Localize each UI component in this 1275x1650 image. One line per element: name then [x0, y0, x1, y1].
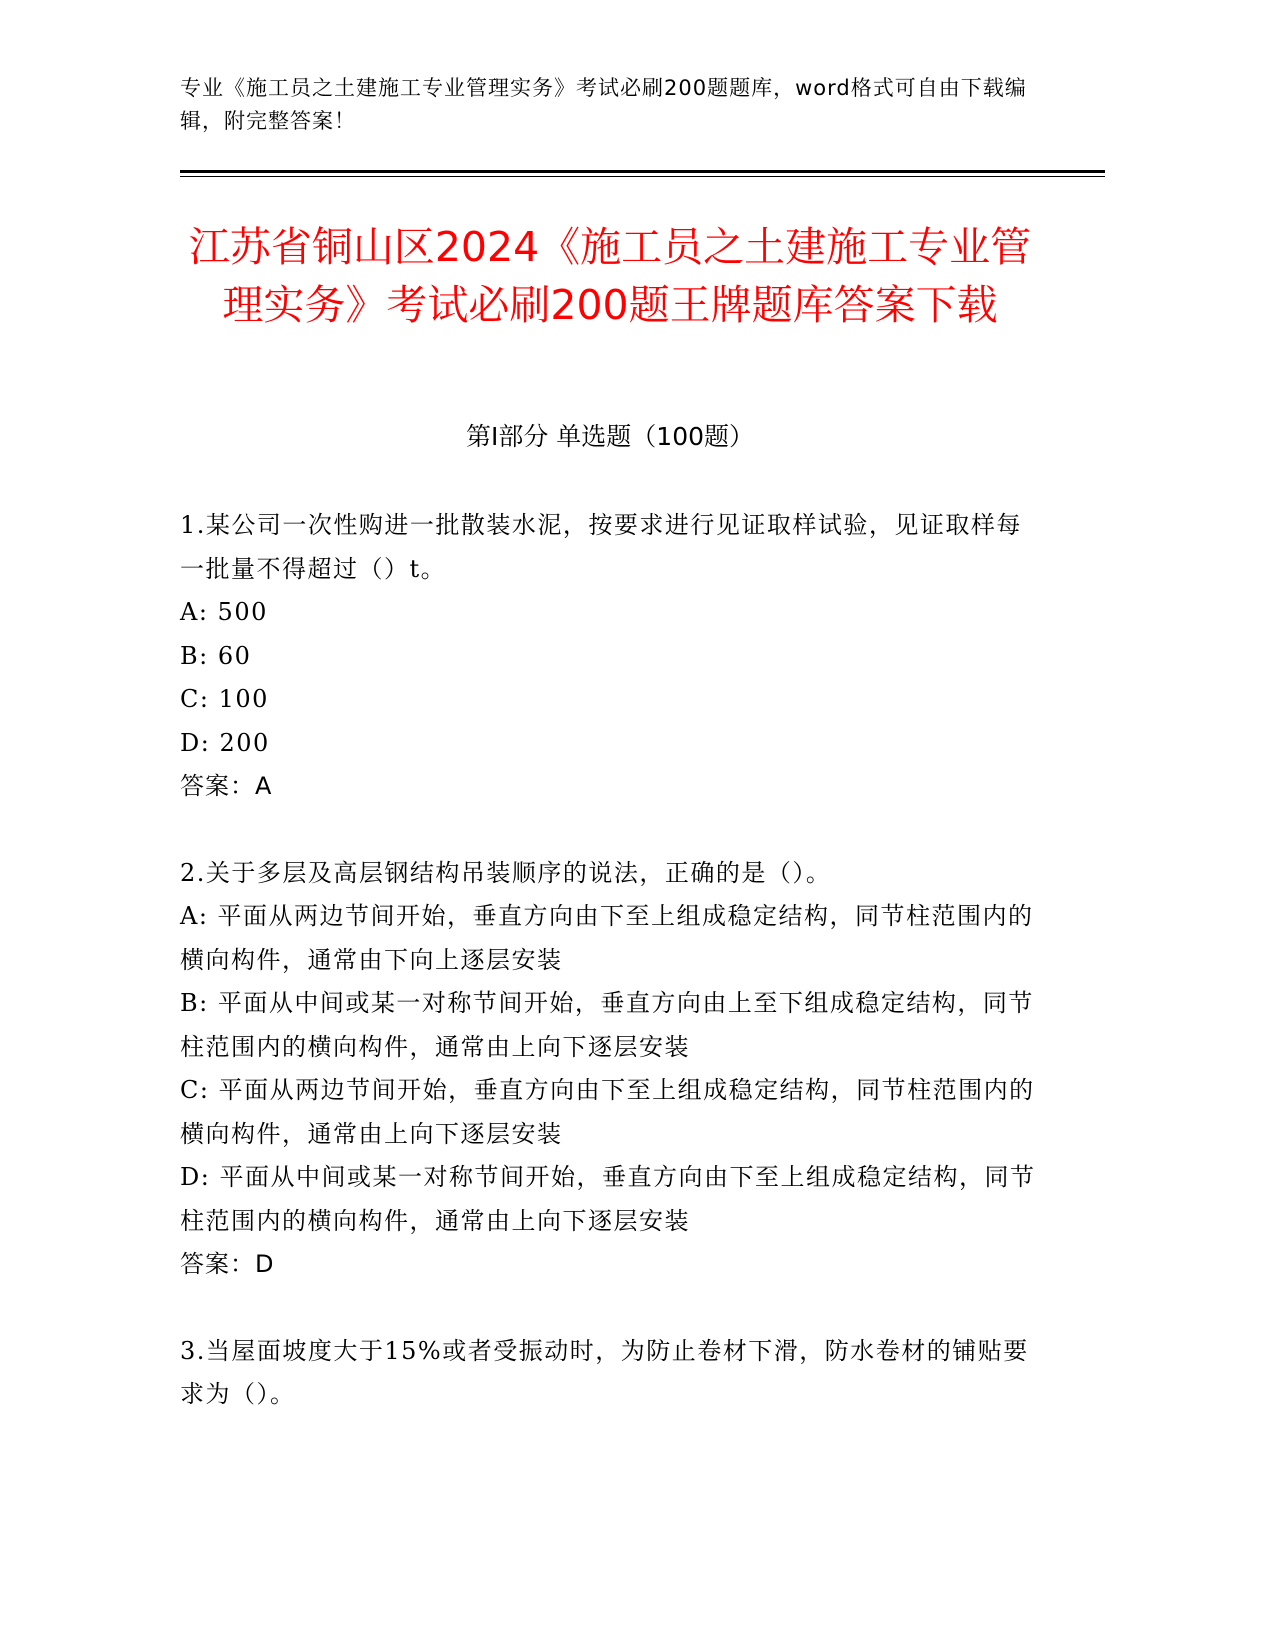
question-3 [180, 1330, 1040, 1417]
question-stem: 2.关于多层及高层钢结构吊装顺序的说法，正确的是（）。 [180, 858, 832, 887]
option-d: D: 平面从中间或某一对称节间开始，垂直方向由下至上组成稳定结构，同节柱范围内的横向构件，通常由上向下逐层安装 [180, 1163, 1036, 1235]
section-heading: 第I部分 单选题（100题） [465, 422, 755, 451]
header-divider-thin [180, 176, 1105, 177]
header-note: 专业《施工员之土建施工专业管理实务》考试必刷200题题库，word格式可自由下载编辑，附完整答案！ [180, 76, 1027, 133]
question-stem: 3.当屋面坡度大于15%或者受振动时，为防止卷材下滑，防水卷材的铺贴要求为（）。 [180, 1336, 1029, 1408]
question-1 [180, 504, 1040, 809]
question-2 [180, 852, 1040, 1287]
option-a: A: 平面从两边节间开始，垂直方向由下至上组成稳定结构，同节柱范围内的横向构件，通常由下向上逐层安装 [180, 902, 1034, 974]
answer: 答案：A [180, 772, 273, 800]
option-b: B: 60 [180, 641, 252, 670]
question-list [180, 504, 1040, 1460]
option-a: A: 500 [180, 598, 268, 626]
option-b: B: 平面从中间或某一对称节间开始，垂直方向由上至下组成稳定结构，同节柱范围内的横向构件，通常由上向下逐层安装 [180, 989, 1034, 1061]
header-divider-thick [180, 170, 1105, 173]
question-stem: 1.某公司一次性购进一批散装水泥，按要求进行见证取样试验，见证取样每一批量不得超过（）t。 [180, 511, 1022, 583]
document-title: 江苏省铜山区2024《施工员之土建施工专业管理实务》考试必刷200题王牌题库答案下载 [188, 223, 1032, 329]
option-d: D: 200 [180, 728, 270, 757]
option-c: C: 100 [180, 685, 269, 713]
answer: 答案：D [180, 1250, 275, 1278]
option-c: C: 平面从两边节间开始，垂直方向由下至上组成稳定结构，同节柱范围内的横向构件，通常由上向下逐层安装 [180, 1076, 1035, 1148]
